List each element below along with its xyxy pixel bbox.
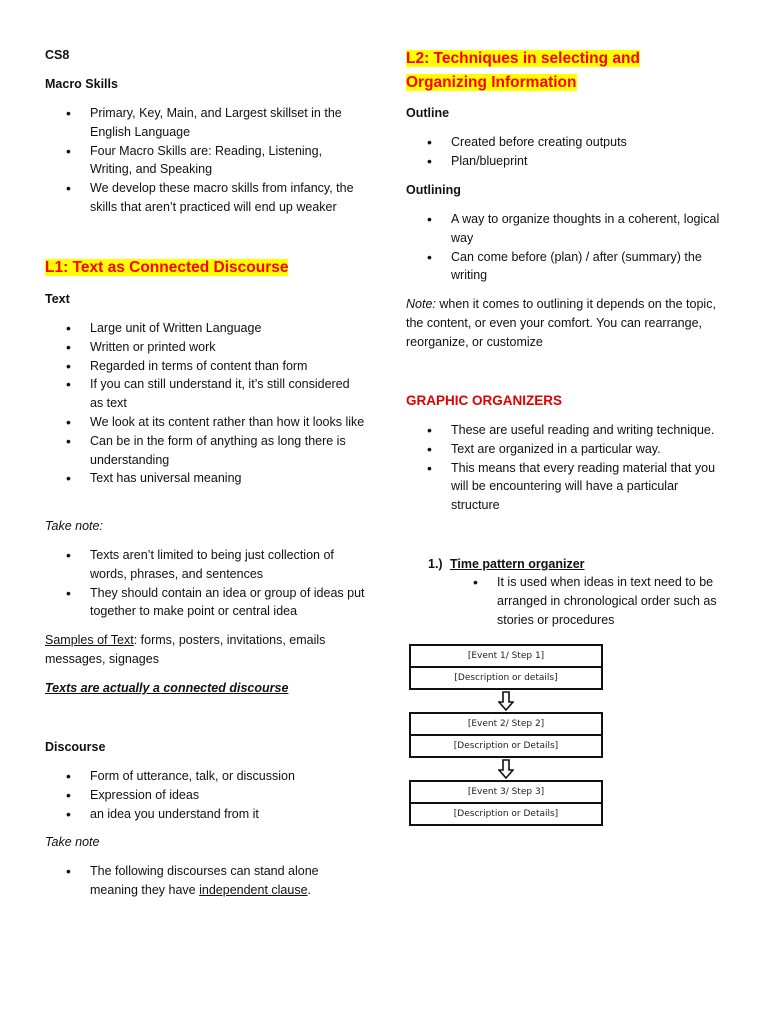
list-item: • Large unit of Written Language xyxy=(45,319,365,338)
outlining-note xyxy=(406,295,726,351)
list-item: • Four Macro Skills are: Reading, Listening, Writing, and Speaking xyxy=(45,142,365,180)
list-item: • Regarded in terms of content than form xyxy=(45,357,365,376)
list-item: • Expression of ideas xyxy=(45,786,365,805)
event-box: [Event 2/ Step 2] xyxy=(409,712,603,736)
list-item: • These are useful reading and writing technique. xyxy=(406,421,726,440)
graphic-organizers-list xyxy=(406,421,726,515)
outlining-list xyxy=(406,210,726,285)
list-item: • Created before creating outputs xyxy=(406,133,726,152)
time-pattern-title: Time pattern organizer xyxy=(450,557,585,571)
down-arrow-icon xyxy=(409,690,603,712)
list-item: • Text has universal meaning xyxy=(45,469,365,488)
outline-heading: Outline xyxy=(406,106,450,120)
graphic-organizers-heading: GRAPHIC ORGANIZERS xyxy=(406,393,563,408)
description-box: [Description or Details] xyxy=(409,736,603,758)
note-label: Note: xyxy=(406,297,436,311)
list-item: • We develop these macro skills from infancy, the skills that aren’t practiced will end up weaker xyxy=(45,179,365,217)
take-note-label-2: Take note xyxy=(45,835,100,849)
take-note-list xyxy=(45,546,365,621)
samples-text: : forms, posters, invitations, emails messages, signages xyxy=(45,633,326,666)
list-item: • Texts aren’t limited to being just collection of words, phrases, and sentences xyxy=(45,546,365,584)
independent-clause-term: independent clause xyxy=(199,882,308,897)
connected-discourse-statement: Texts are actually a connected discourse xyxy=(45,681,289,695)
final-bullet-text: The following discourses can stand alone meaning they have xyxy=(90,864,319,897)
list-item: • Text are organized in a particular way. xyxy=(406,440,726,459)
text-heading: Text xyxy=(45,292,70,306)
outline-list xyxy=(406,133,726,171)
list-item: • an idea you understand from it xyxy=(45,805,365,824)
list-item: • We look at its content rather than how it looks like xyxy=(45,413,365,432)
event-box: [Event 1/ Step 1] xyxy=(409,644,603,668)
final-bullet-period: . xyxy=(307,882,312,897)
note-text: when it comes to outlining it depends on the topic, the content, or even your comfort. You can rearrange, reorganize, or customize xyxy=(406,297,716,349)
list-item: • Plan/blueprint xyxy=(406,152,726,171)
time-pattern-diagram xyxy=(409,644,603,826)
description-box: [Description or Details] xyxy=(409,804,603,826)
l2-title-wrap xyxy=(406,47,716,94)
samples-of-text xyxy=(45,631,365,669)
macro-skills-heading: Macro Skills xyxy=(45,77,118,91)
list-item: • Can be in the form of anything as long there is understanding xyxy=(45,432,365,470)
list-item: • A way to organize thoughts in a coherent, logical way xyxy=(406,210,726,248)
discourse-heading: Discourse xyxy=(45,740,106,754)
list-item: • It is used when ideas in text need to be arranged in chronological order such as stories or procedures xyxy=(452,573,726,629)
list-item: • Primary, Key, Main, and Largest skillset in the English Language xyxy=(45,104,365,142)
time-pattern-list xyxy=(452,573,726,629)
final-note-list xyxy=(45,862,365,900)
discourse-list xyxy=(45,767,365,823)
description-box: [Description or details] xyxy=(409,668,603,690)
take-note-label: Take note: xyxy=(45,519,103,533)
course-code: CS8 xyxy=(45,48,70,62)
list-item xyxy=(45,862,365,900)
event-box: [Event 3/ Step 3] xyxy=(409,780,603,804)
list-item: • This means that every reading material that you will be encountering will have a particular structure xyxy=(406,459,726,515)
macro-skills-list xyxy=(45,104,365,217)
l1-title: L1: Text as Connected Discourse xyxy=(45,259,289,276)
list-item: • Can come before (plan) / after (summary) the writing xyxy=(406,248,726,286)
l2-title: L2: Techniques in selecting and Organizing Information xyxy=(406,50,640,91)
item-number: 1.) xyxy=(428,557,443,571)
l1-title-wrap xyxy=(45,256,365,279)
list-item: • They should contain an idea or group of ideas put together to make point or central idea xyxy=(45,584,365,622)
outlining-heading: Outlining xyxy=(406,183,461,197)
list-item: • If you can still understand it, it’s still considered as text xyxy=(45,375,365,413)
text-definition-list xyxy=(45,319,365,488)
down-arrow-icon xyxy=(409,758,603,780)
list-item: • Form of utterance, talk, or discussion xyxy=(45,767,365,786)
list-item: • Written or printed work xyxy=(45,338,365,357)
samples-label: Samples of Text xyxy=(45,633,134,647)
